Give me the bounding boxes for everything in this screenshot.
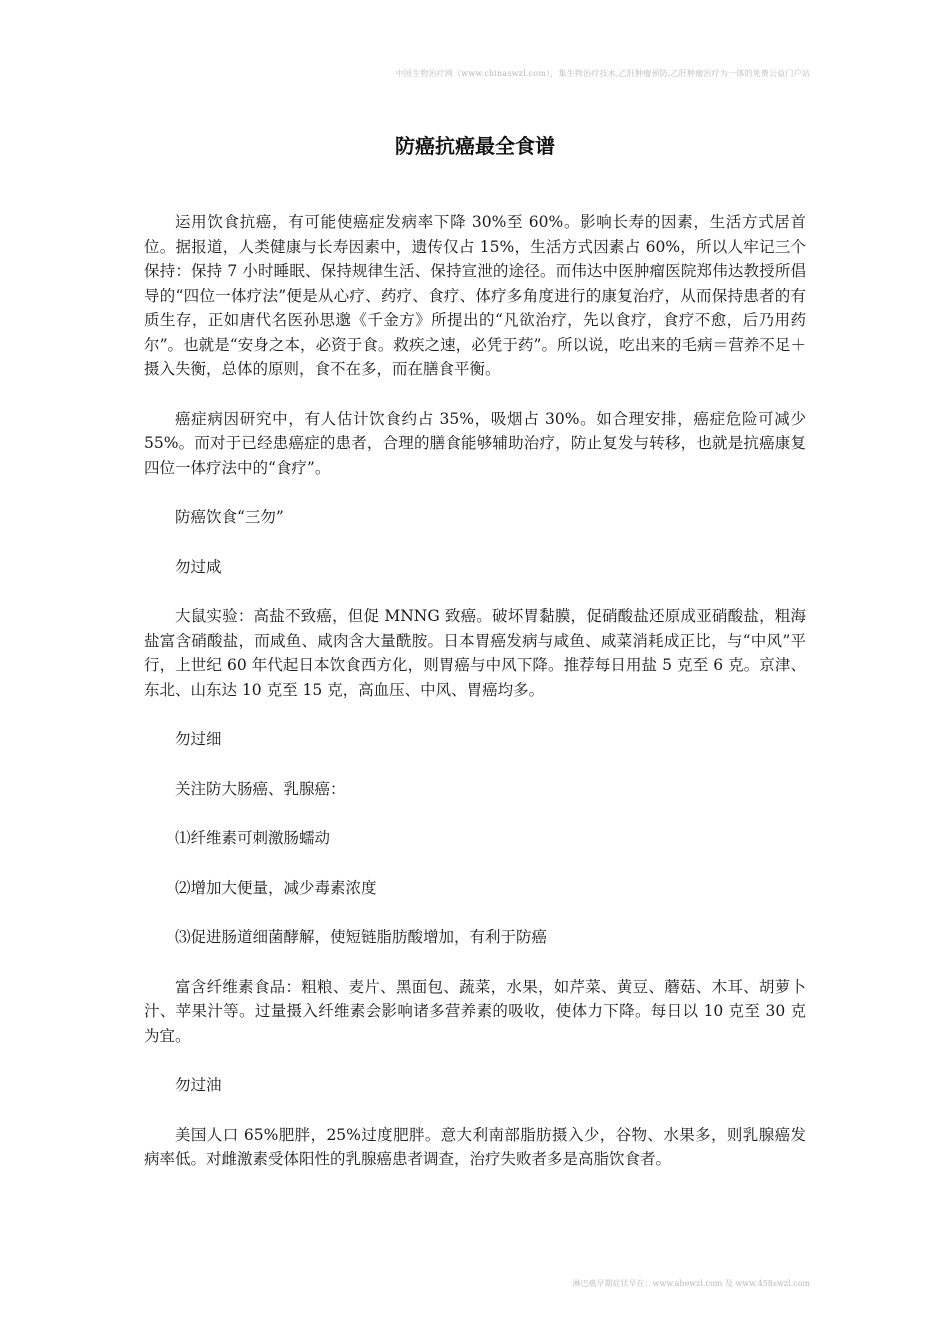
paragraph-fiber-foods: 富含纤维素食品：粗粮、麦片、黑面包、蔬菜，水果，如芹菜、黄豆、蘑菇、木耳、胡萝卜汁、苹果汁等。过量摄入纤维素会影响诸多营养素的吸收，使体力下降。每日以 10 克至 30 克为宜。	[144, 977, 806, 1045]
paragraph-fat: 美国人口 65%肥胖，25%过度肥胖。意大利南部脂肪摄入少，谷物、水果多，则乳腺癌发病率低。对雌激素受体阳性的乳腺癌患者调查，治疗失败者多是高脂饮食者。	[144, 1125, 806, 1168]
document-title: 防癌抗癌最全食谱	[395, 134, 555, 158]
header-watermark-text: 中国生物治疗网（www.chinaswzl.com），集生物治疗技术,乙肝肿瘤预防,乙肝肿瘤治疗为一体的免费公益门户站	[395, 69, 810, 78]
section-heading-three-donts: 防癌饮食“三勿”	[175, 508, 284, 526]
document-body	[144, 210, 806, 1197]
list-item-fiber-2: ⑵增加大便量，减少毒素浓度	[175, 878, 377, 897]
footer-watermark-text: 淋巴癌早期症状早在：www.ahewzl.com 及 www.458swzl.com	[572, 1279, 810, 1288]
subheading-not-too-salty: 勿过咸	[175, 557, 222, 576]
paragraph-cause-stats: 癌症病因研究中，有人估计饮食约占 35%，吸烟占 30%。如合理安排，癌症危险可减少 55%。而对于已经患癌症的患者，合理的膳食能够辅助治疗，防止复发与转移，也就是抗癌康复四位一体疗法中的“食疗”。	[144, 409, 806, 477]
list-item-fiber-1: ⑴纤维素可刺激肠蠕动	[175, 829, 331, 847]
paragraph-intro: 运用饮食抗癌，有可能使癌症发病率下降 30%至 60%。影响长寿的因素，生活方式居首位。据报道，人类健康与长寿因素中，遗传仅占 15%，生活方式因素占 60%，所以人牢记三个保持：保持 7 小时睡眠、保持规律生活、保持宣泄的途径。而伟达中医肿瘤医院郑伟达教授所倡导的“四位一体疗法”便是从心疗、药疗、食疗、体疗多角度进行的康复治疗，从而保持患者的有质生存，正如唐代名医孙思邈《千金方》所提出的“凡欲治疗，先以食疗，食疗不愈，后乃用药尔”。也就是“安身之本，必资于食。救疾之速，必凭于药”。所以说，吃出来的毛病＝营养不足＋摄入失衡，总体的原则，食不在多，而在膳食平衡。	[144, 213, 806, 378]
paragraph-salt: 大鼠实验：高盐不致癌，但促 MNNG 致癌。破坏胃黏膜，促硝酸盐还原成亚硝酸盐，粗海盐富含硝酸盐，而咸鱼、咸肉含大量酰胺。日本胃癌发病与咸鱼、咸菜消耗成正比，与“中风”平行，上世纪 60 年代起日本饮食西方化，则胃癌与中风下降。推荐每日用盐 5 克至 6 克。京津、东北、山东达 10 克至 15 克，高血压、中风、胃癌均多。	[144, 607, 806, 699]
subheading-not-too-oily: 勿过油	[175, 1076, 222, 1094]
subheading-not-too-refined: 勿过细	[175, 730, 222, 748]
paragraph-fiber-focus: 关注防大肠癌、乳腺癌：	[175, 779, 346, 798]
list-item-fiber-3: ⑶促进肠道细菌酵解，使短链脂肪酸增加，有利于防癌	[175, 928, 548, 946]
